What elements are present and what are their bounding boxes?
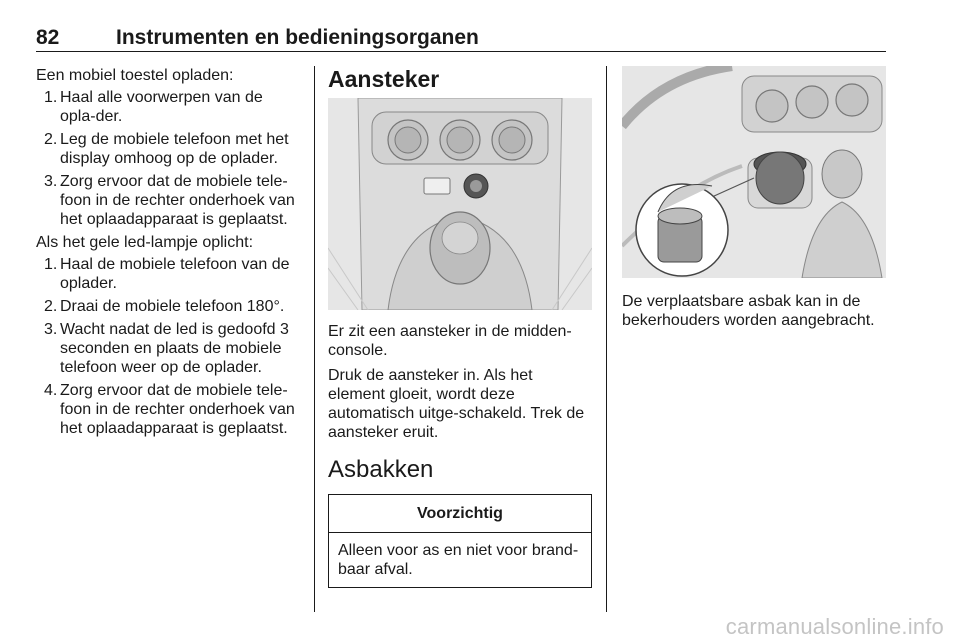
section-title-aansteker: Aansteker <box>328 66 440 92</box>
list-item: 2. Draai de mobiele telefoon 180°. <box>44 298 285 315</box>
lighter-location-text: Er zit een aansteker in de midden‐console. <box>328 323 572 359</box>
ashtray-caption: De verplaatsbare asbak kan in de bekerhouders worden aangebracht. <box>622 293 875 329</box>
ashtray-illustration <box>622 66 886 278</box>
list-item: 2. Leg de mobiele telefoon met het display omhoog op de oplader. <box>44 131 289 167</box>
charging-intro: Een mobiel toestel opladen: <box>36 67 234 84</box>
list-item: 1. Haal de mobiele telefoon van de oplader. <box>44 256 290 292</box>
list-item: 1. Haal alle voorwerpen van de opla‐der. <box>44 89 263 125</box>
list-item: 3. Wacht nadat de led is gedoofd 3 seconden en plaats de mobiele telefoon weer op de oplader. <box>44 321 289 376</box>
caution-text: Alleen voor as en niet voor brand‐baar afval. <box>338 542 579 578</box>
page-number: 82 <box>36 26 60 49</box>
page-header <box>36 26 886 52</box>
column-lighter <box>328 66 592 588</box>
charging-steps-list <box>36 88 302 229</box>
column-divider-right <box>606 66 607 612</box>
column-divider-left <box>314 66 315 612</box>
caution-box <box>328 494 592 588</box>
lighter-usage-text: Druk de aansteker in. Als het element gloeit, wordt deze automatisch uitge‐schakeld. Trek de aansteker eruit. <box>328 367 585 441</box>
section-title-asbakken: Asbakken <box>328 456 434 483</box>
list-item: 3. Zorg ervoor dat de mobiele tele‐foon in de rechter onderhoek van het oplaadapparaat is geplaatst. <box>44 173 295 228</box>
watermark: carmanualsonline.info <box>725 614 944 639</box>
column-ashtray <box>622 66 886 336</box>
chapter-title: Instrumenten en bedieningsorganen <box>116 26 479 49</box>
led-intro: Als het gele led-lampje oplicht: <box>36 234 254 251</box>
cigarette-lighter-illustration <box>328 98 592 310</box>
column-charging <box>36 66 302 442</box>
caution-heading: Voorzichtig <box>329 495 591 533</box>
list-item: 4. Zorg ervoor dat de mobiele tele‐foon in de rechter onderhoek van het oplaadapparaat is geplaatst. <box>44 382 295 437</box>
led-steps-list <box>36 255 302 438</box>
